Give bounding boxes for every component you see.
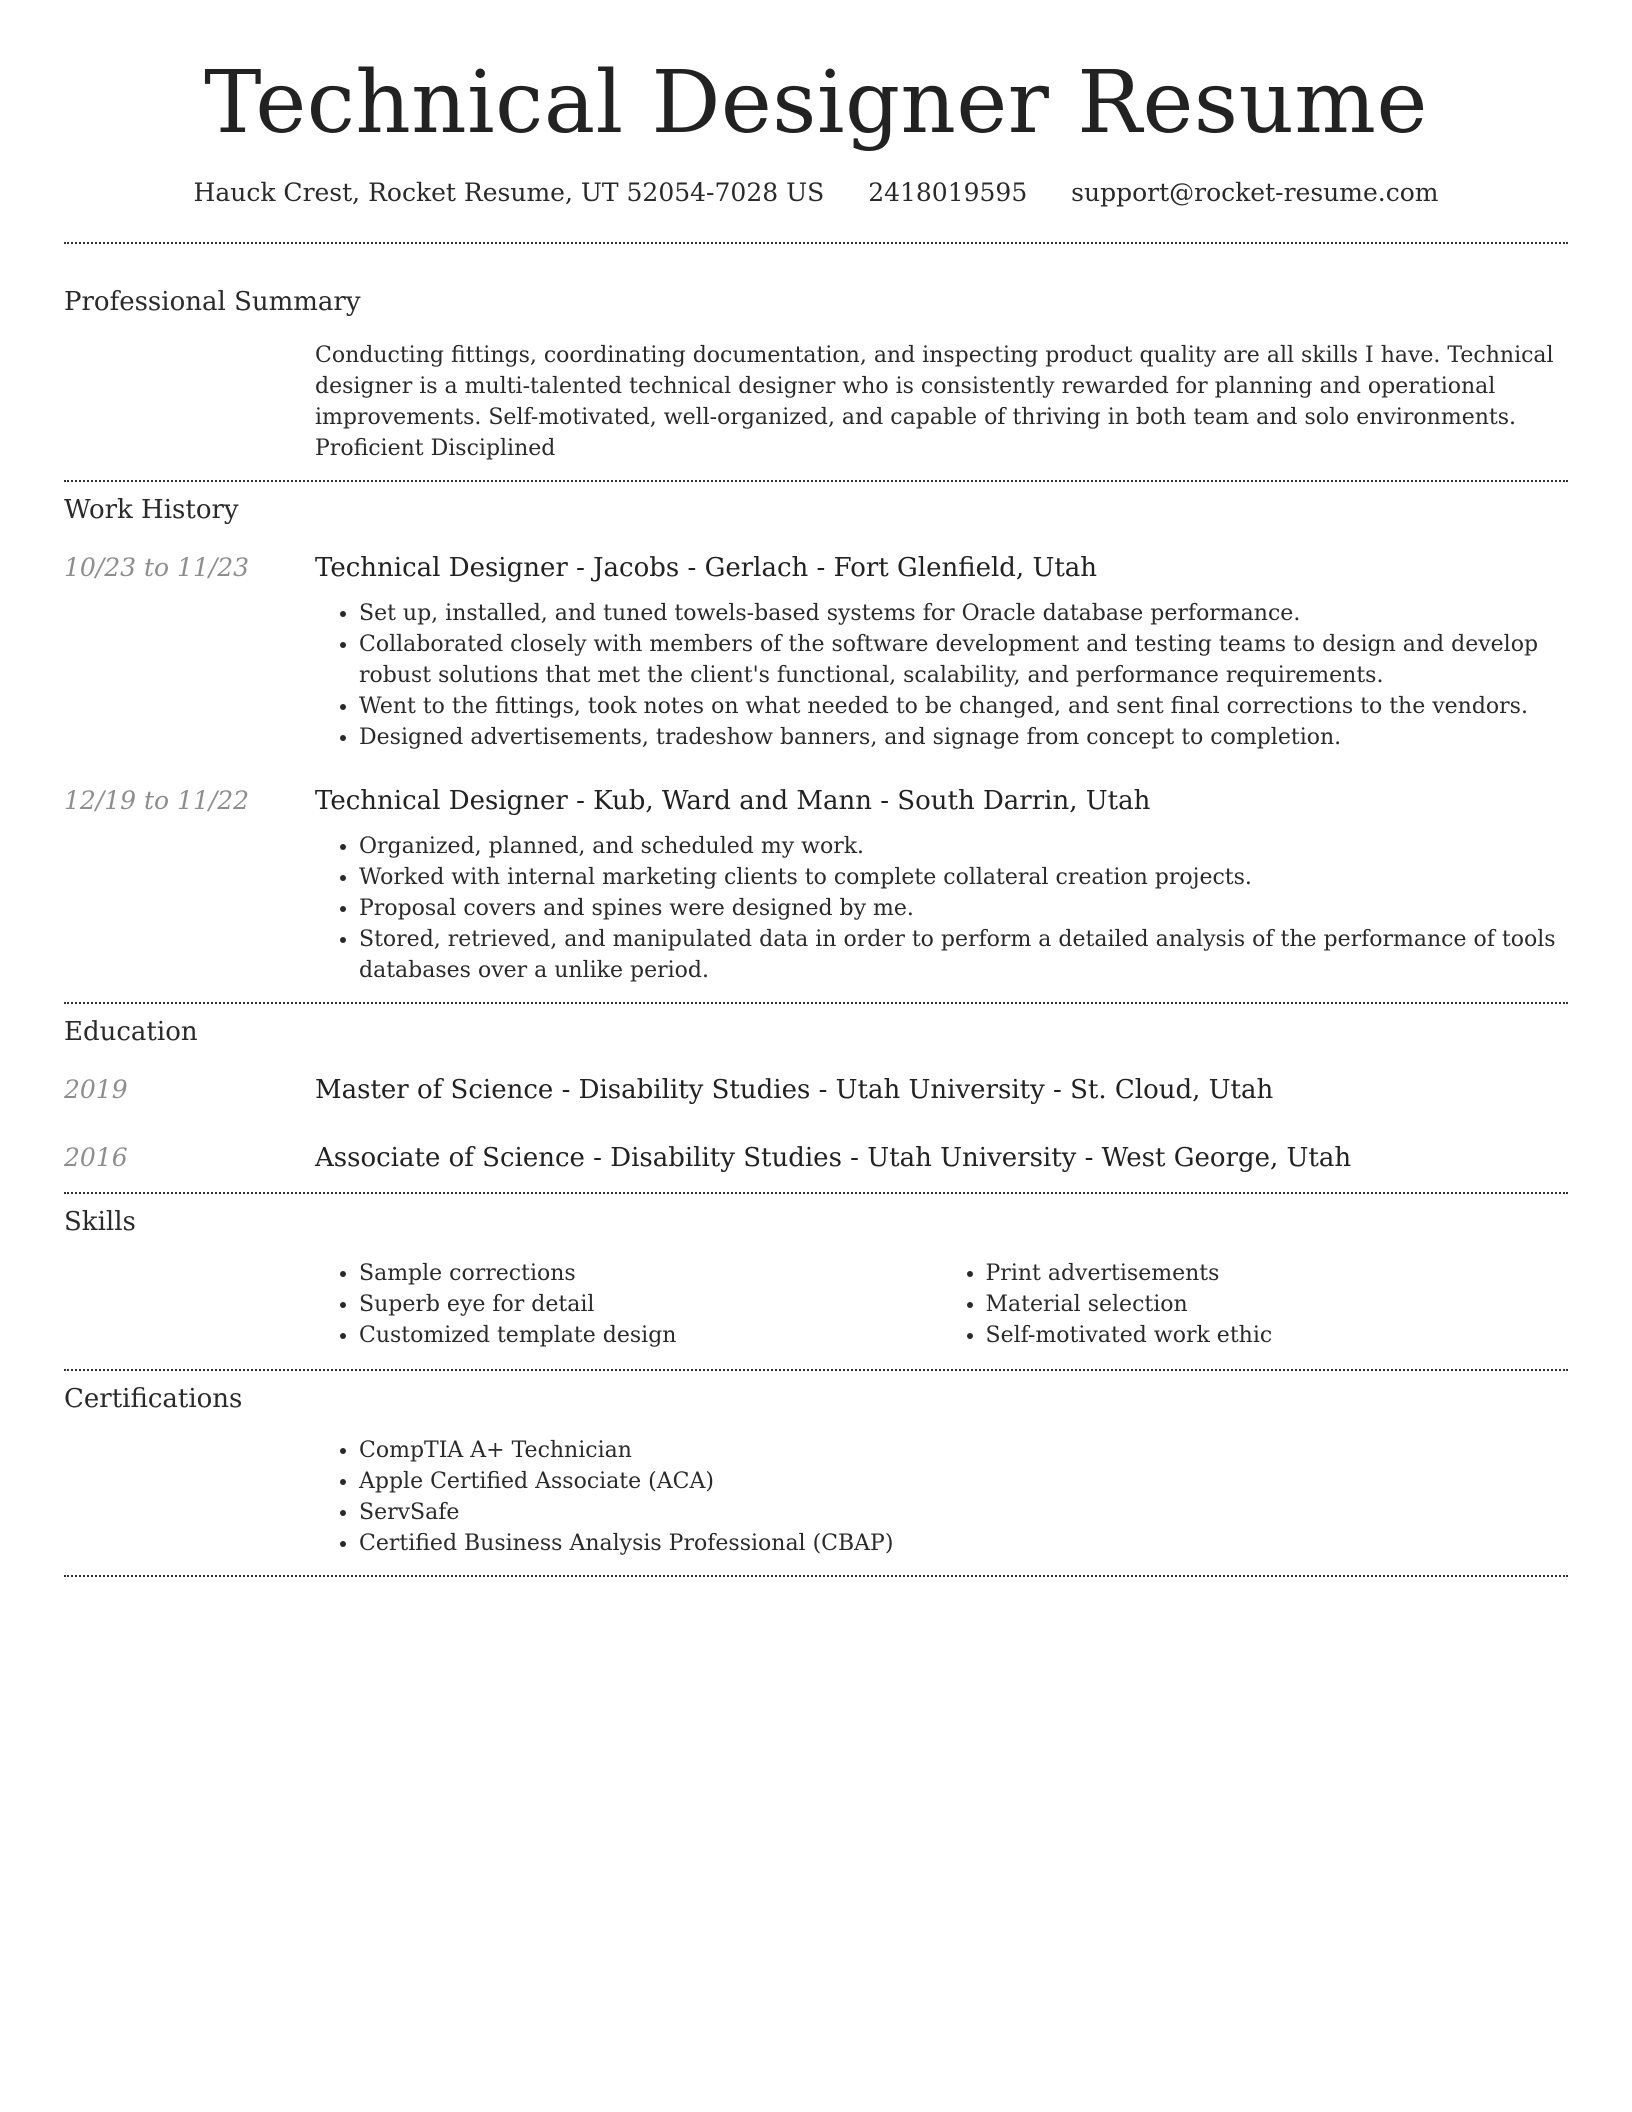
section-title-skills: Skills xyxy=(64,1207,136,1237)
list-item: • Customized template design xyxy=(359,1320,942,1351)
work-history-section xyxy=(64,482,1568,986)
job-heading: Technical Designer - Kub, Ward and Mann - South Darrin, Utah xyxy=(315,786,1151,816)
resume-header xyxy=(64,0,1568,210)
certifications-list xyxy=(315,1435,1568,1559)
skills-section xyxy=(64,1194,1568,1351)
section-title-summary: Professional Summary xyxy=(64,287,361,317)
section-title-work-history: Work History xyxy=(64,495,239,525)
list-item: • Set up, installed, and tuned towels-based systems for Oracle database performance. xyxy=(359,598,1568,629)
skills-list-left xyxy=(315,1258,942,1351)
skills-list-right xyxy=(942,1258,1569,1351)
list-item: • Collaborated closely with members of the software development and testing teams to design and develop robust solutions that met the client's functional, scalability, and performance requirements. xyxy=(359,629,1568,691)
job-entry xyxy=(64,783,1568,986)
list-item: • Self-motivated work ethic xyxy=(986,1320,1569,1351)
divider xyxy=(64,1575,1568,1577)
list-item: • Apple Certified Associate (ACA) xyxy=(359,1466,1568,1497)
list-item: • Went to the fittings, took notes on what needed to be changed, and sent final corrections to the vendors. xyxy=(359,691,1568,722)
list-item: • Superb eye for detail xyxy=(359,1289,942,1320)
list-item: • Proposal covers and spines were designed by me. xyxy=(359,893,1568,924)
resume-title: Technical Designer Resume xyxy=(204,53,1428,153)
education-entry xyxy=(64,1072,1568,1108)
education-year: 2019 xyxy=(64,1075,128,1104)
section-title-education: Education xyxy=(64,1017,198,1047)
list-item: • Print advertisements xyxy=(986,1258,1569,1289)
list-item: • Stored, retrieved, and manipulated data in order to perform a detailed analysis of the performance of tools databases over a unlike period. xyxy=(359,924,1568,986)
education-entry xyxy=(64,1140,1568,1176)
job-bullets xyxy=(315,831,1568,986)
list-item: • CompTIA A+ Technician xyxy=(359,1435,1568,1466)
list-item: • ServSafe xyxy=(359,1497,1568,1528)
summary-section xyxy=(64,244,1568,464)
list-item: • Designed advertisements, tradeshow banners, and signage from concept to completion. xyxy=(359,722,1568,753)
job-heading: Technical Designer - Jacobs - Gerlach - Fort Glenfield, Utah xyxy=(315,553,1098,583)
list-item: • Organized, planned, and scheduled my work. xyxy=(359,831,1568,862)
education-heading: Master of Science - Disability Studies - Utah University - St. Cloud, Utah xyxy=(315,1075,1274,1105)
job-entry xyxy=(64,550,1568,753)
job-bullets xyxy=(315,598,1568,753)
list-item: • Sample corrections xyxy=(359,1258,942,1289)
phone-text: 2418019595 xyxy=(868,178,1028,207)
address-text: Hauck Crest, Rocket Resume, UT 52054-7028 US xyxy=(193,178,825,207)
job-dates: 10/23 to 11/23 xyxy=(64,553,250,582)
email-text: support@rocket-resume.com xyxy=(1071,178,1439,207)
list-item: • Worked with internal marketing clients to complete collateral creation projects. xyxy=(359,862,1568,893)
contact-line xyxy=(64,176,1568,210)
section-title-certifications: Certifications xyxy=(64,1384,243,1414)
education-section xyxy=(64,1004,1568,1176)
certifications-section xyxy=(64,1371,1568,1559)
list-item: • Certified Business Analysis Professional (CBAP) xyxy=(359,1528,1568,1559)
list-item: • Material selection xyxy=(986,1289,1569,1320)
education-heading: Associate of Science - Disability Studies - Utah University - West George, Utah xyxy=(315,1143,1352,1173)
education-year: 2016 xyxy=(64,1143,128,1172)
summary-text: Conducting fittings, coordinating documentation, and inspecting product quality are all skills I have. Technical designer is a multi-talented technical designer who is consistently rewarded for planning and operational improvements. Self-motivated, well-organized, and capable of thriving in both team and solo environments. Proficient Disciplined xyxy=(315,343,1554,461)
job-dates: 12/19 to 11/22 xyxy=(64,786,250,815)
